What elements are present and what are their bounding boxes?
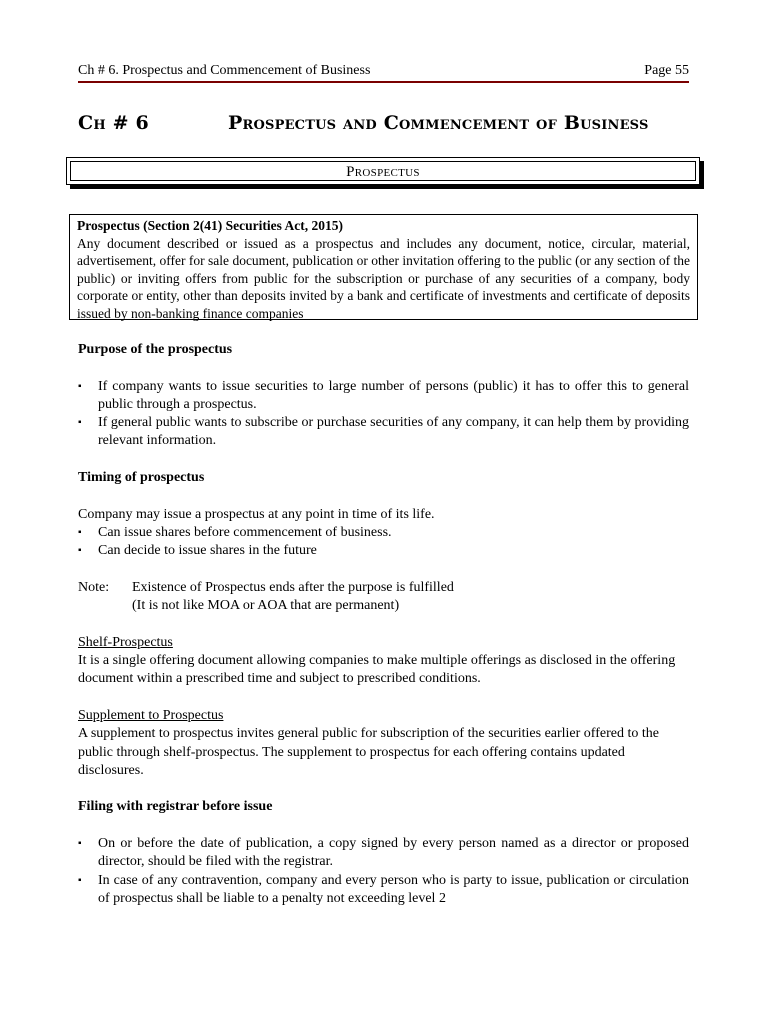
- timing-intro: Company may issue a prospectus at any point in time of its life.: [78, 506, 435, 522]
- shelf-heading: Shelf-Prospectus: [78, 634, 173, 650]
- list-item: [78, 542, 689, 560]
- purpose-heading: Purpose of the prospectus: [78, 342, 233, 357]
- definition-title: Prospectus (Section 2(41) Securities Act, 2015): [77, 218, 343, 233]
- section-title-box: [66, 157, 700, 185]
- note-label: Note:: [78, 579, 110, 595]
- page-header: [78, 63, 689, 83]
- filing-heading: Filing with registrar before issue: [78, 799, 273, 815]
- bullet-icon: ▪: [78, 526, 82, 538]
- supplement-heading: Supplement to Prospectus: [78, 707, 224, 723]
- note-line-1: Existence of Prospectus ends after the purpose is fulfilled: [132, 579, 454, 595]
- bullet-icon: ▪: [78, 545, 82, 557]
- list-item-text: Can issue shares before commencement of business.: [98, 524, 392, 540]
- list-item: [78, 378, 689, 415]
- list-item: [78, 872, 689, 909]
- list-item-text: On or before the date of publication, a copy signed by every person named as a director or proposed director, should be filed with the registrar.: [98, 836, 689, 870]
- list-item: [78, 524, 689, 542]
- timing-heading: Timing of prospectus: [78, 470, 205, 486]
- timing-list: [78, 524, 689, 561]
- list-item-text: In case of any contravention, company and every person who is party to issue, publication or circulation of prospectus shall be liable to a penalty not exceeding level 2: [98, 872, 689, 906]
- chapter-number: Ch # 6: [78, 112, 149, 134]
- chapter-title: Prospectus and Commencement of Business: [228, 112, 649, 134]
- list-item-text: Can decide to issue shares in the future: [98, 543, 317, 559]
- header-page-number: Page 55: [644, 63, 689, 78]
- definition-body: Any document described or issued as a prospectus and includes any document, notice, circular, material, advertisement, offer for sale document, publication or other invitation offering to the public (or any section of the public) or inviting offers from public for the subscription or purchase of any securities of a company, body corporate or entity, other than deposits invited by a bank and certificate of investments and certificate of deposits issued by non-banking finance companies: [77, 235, 690, 321]
- list-item-text: If general public wants to subscribe or purchase securities of any company, it can help them by providing relevant information.: [98, 415, 689, 449]
- bullet-icon: ▪: [78, 838, 82, 850]
- list-item: [78, 414, 689, 451]
- main-content: [78, 341, 689, 908]
- list-item-text: If company wants to issue securities to large number of persons (public) it has to offer this to general public through a prospectus.: [98, 378, 689, 412]
- section-title: Prospectus: [70, 161, 696, 181]
- purpose-list: [78, 378, 689, 451]
- header-chapter-label: Ch # 6. Prospectus and Commencement of Business: [78, 63, 371, 78]
- note: [78, 579, 689, 616]
- filing-list: [78, 835, 689, 908]
- bullet-icon: ▪: [78, 380, 82, 392]
- list-item: [78, 835, 689, 872]
- supplement-body: A supplement to prospectus invites general public for subscription of the securities earlier offered to the public through shelf-prospectus. The supplement to prospectus for each offering contains updated disclosures.: [78, 726, 659, 778]
- shelf-body: It is a single offering document allowing companies to make multiple offerings as disclosed in the offering document within a prescribed time and subject to prescribed conditions.: [78, 653, 676, 687]
- note-line-2: (It is not like MOA or AOA that are permanent): [132, 598, 400, 614]
- bullet-icon: ▪: [78, 874, 82, 886]
- definition-box: [69, 214, 698, 320]
- bullet-icon: ▪: [78, 417, 82, 429]
